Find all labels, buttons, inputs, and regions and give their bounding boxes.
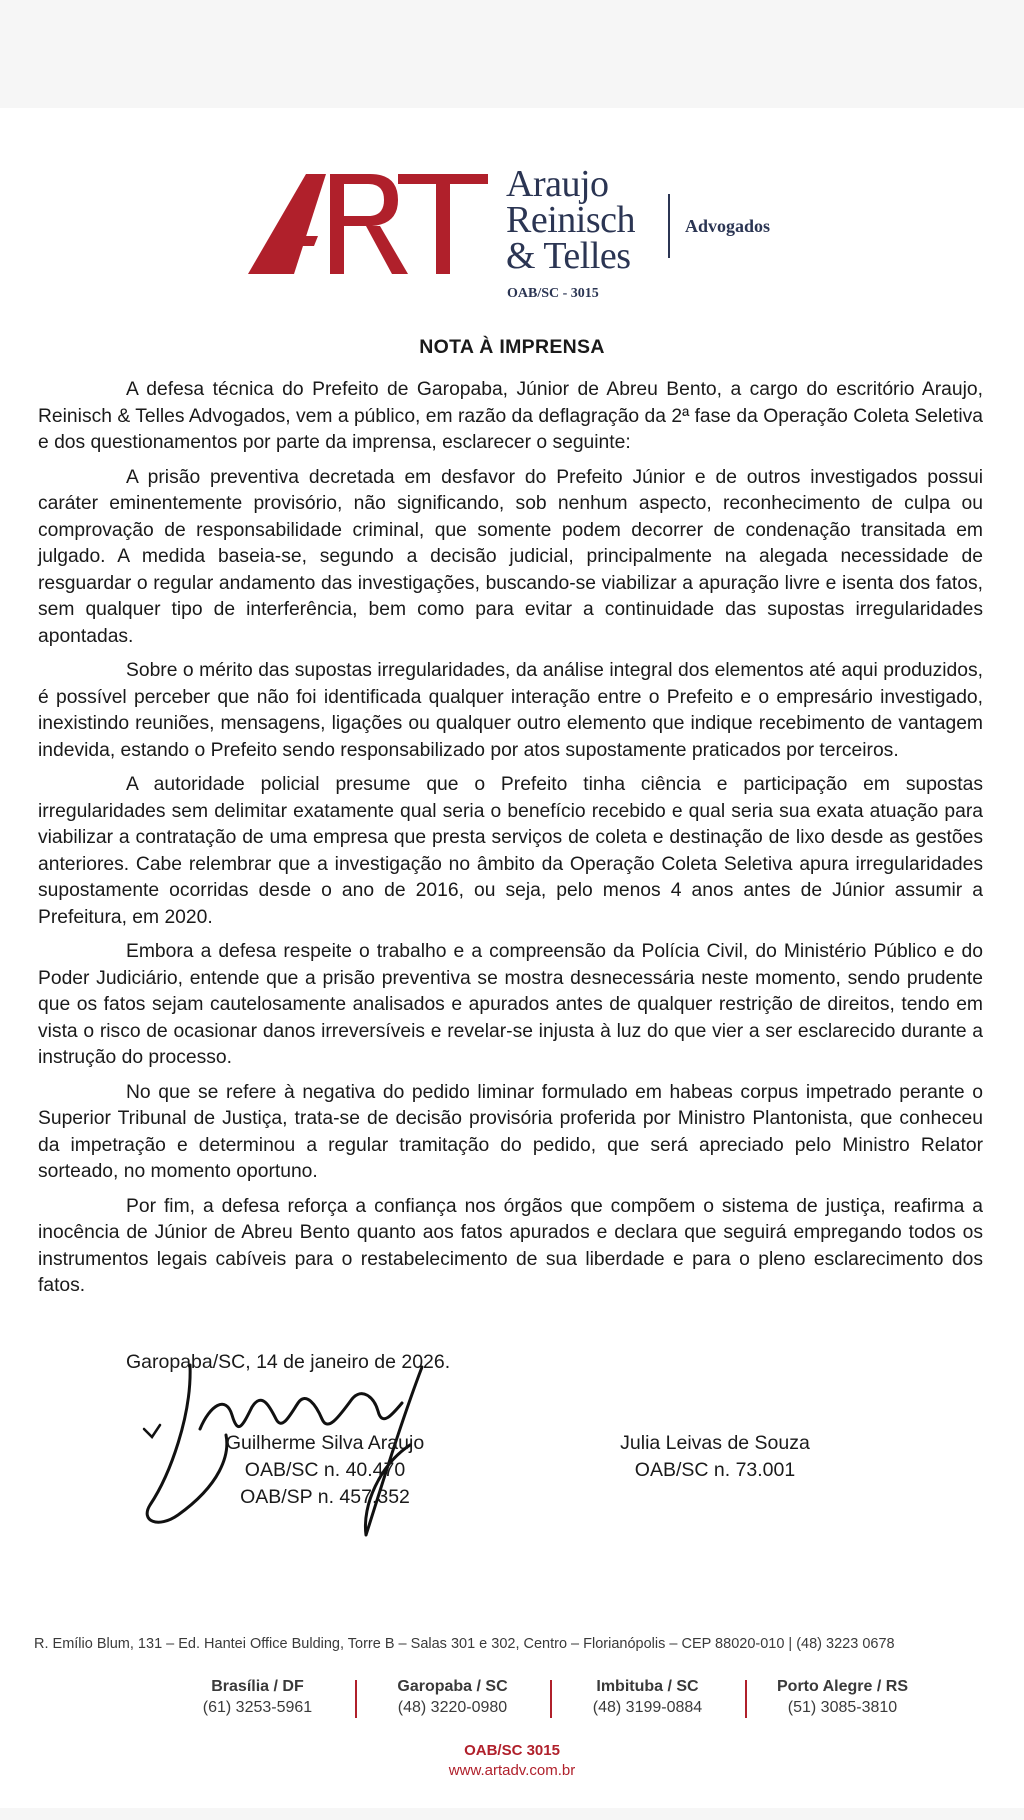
signatory-registration: OAB/SP n. 457.352 bbox=[240, 1486, 410, 1508]
footer-address: R. Emílio Blum, 131 – Ed. Hantei Office Bulding, Torre B – Salas 301 e 302, Centro – Florianópolis – CEP 88020-010 | (48) 3223 0678 bbox=[34, 1636, 895, 1652]
office-city: Porto Alegre / RS bbox=[777, 1678, 908, 1695]
signatory-right bbox=[590, 1430, 840, 1484]
paragraph: A prisão preventiva decretada em desfavor do Prefeito Júnior e de outros investigados possui caráter eminentemente provisório, não significando, sob nenhum aspecto, reconhecimento de culpa ou comprovação de responsabilidade criminal, que somente podem decorrer de condenação transitada em julgado. A medida baseia-se, segundo a decisão judicial, principalmente na alegada necessidade de resguardar o regular andamento das investigações, buscando-se viabilizar a apuração livre e isenta dos fatos, sem qualquer tipo de interferência, bem como para evitar a continuidade das supostas irregularidades apontadas. bbox=[38, 466, 983, 647]
office-phone: (48) 3220-0980 bbox=[397, 1699, 508, 1716]
letterhead-logo bbox=[248, 163, 808, 314]
paragraph: A autoridade policial presume que o Prefeito tinha ciência e participação em supostas irregularidades sem delimitar exatamente qual seria o benefício recebido e qual seria sua exata atuação para viabilizar a contratação de uma empresa que presta serviços de coleta e destinação de lixo desde as gestões anteriores. Cabe relembrar que a investigação no âmbito da Operação Coleta Seletiva apura irregularidades supostamente ocorridas desde o ano de 2016, ou seja, pelo menos 4 anos antes de Júnior assumir a Prefeitura, em 2020. bbox=[38, 774, 983, 928]
firm-oab: OAB/SC - 3015 bbox=[507, 286, 599, 301]
signatory-registration: OAB/SC n. 73.001 bbox=[634, 1459, 796, 1481]
paragraph: Sobre o mérito das supostas irregularidades, da análise integral dos elementos até aqui produzidos, é possível perceber que não foi identificada qualquer interação entre o Prefeito e o empresário investigado, inexistindo reuniões, mensagens, ligações ou qualquer outro elemento que indique recebimento de vantagem indevida, estando o Prefeito sendo responsabilizado por atos supostamente praticados por terceiros. bbox=[38, 660, 983, 761]
top-margin bbox=[0, 0, 1024, 108]
bottom-margin bbox=[0, 1808, 1024, 1820]
firm-name-line2: Reinisch bbox=[506, 199, 635, 241]
document-body bbox=[38, 377, 983, 1308]
office-imbituba bbox=[550, 1676, 745, 1724]
paragraph: A defesa técnica do Prefeito de Garopaba, Júnior de Abreu Bento, a cargo do escritório Araujo, Reinisch & Telles Advogados, vem a público, em razão da deflagração da 2ª fase da Operação Coleta Seletiva e dos questionamentos por parte da imprensa, esclarecer o seguinte: bbox=[38, 379, 983, 453]
signatory-name: Julia Leivas de Souza bbox=[620, 1432, 810, 1454]
office-porto-alegre bbox=[745, 1676, 940, 1724]
logo-divider bbox=[668, 194, 670, 258]
signatory-registration: OAB/SC n. 40.470 bbox=[244, 1459, 406, 1481]
office-phone: (48) 3199-0884 bbox=[592, 1699, 703, 1716]
footer-oab: OAB/SC 3015 bbox=[464, 1742, 560, 1759]
footer-offices bbox=[160, 1676, 940, 1724]
paragraph: Embora a defesa respeite o trabalho e a compreensão da Polícia Civil, do Ministério Público e do Poder Judiciário, entende que a prisão preventiva se mostra desnecessária neste momento, sendo prudente que os fatos sejam cautelosamente analisados e apurados antes de qualquer restrição de direitos, tendo em vista o risco de ocasionar danos irreversíveis e revelar-se injusta à luz do que vier a ser esclarecido durante a instrução do processo. bbox=[38, 941, 983, 1068]
office-city: Imbituba / SC bbox=[596, 1678, 699, 1695]
firm-name-line1: Araujo bbox=[506, 163, 609, 205]
paragraph: No que se refere à negativa do pedido liminar formulado em habeas corpus impetrado perante o Superior Tribunal de Justiça, trata-se de decisão provisória proferida por Ministro Plantonista, que conheceu da impetração e determinou a regular tramitação do pedido, que será apreciado pelo Ministro Relator sorteado, no momento oportuno. bbox=[38, 1081, 983, 1182]
place-and-date: Garopaba/SC, 14 de janeiro de 2026. bbox=[126, 1351, 451, 1373]
paragraph: Por fim, a defesa reforça a confiança nos órgãos que compõem o sistema de justiça, reafirma a inocência de Júnior de Abreu Bento quanto aos fatos apurados e declara que seguirá empregando todos os instrumentos legais cabíveis para o restabelecimento de sua liberdade e para o pleno esclarecimento dos fatos. bbox=[38, 1195, 983, 1296]
document-title: NOTA À IMPRENSA bbox=[419, 336, 605, 358]
office-garopaba bbox=[355, 1676, 550, 1724]
office-city: Brasília / DF bbox=[211, 1678, 304, 1695]
firm-name bbox=[506, 163, 635, 277]
footer-website-link[interactable]: www.artadv.com.br bbox=[448, 1762, 576, 1779]
office-city: Garopaba / SC bbox=[397, 1678, 508, 1695]
office-phone: (51) 3085-3810 bbox=[787, 1699, 898, 1716]
office-brasilia bbox=[160, 1676, 355, 1724]
signatory-left bbox=[190, 1430, 460, 1511]
signatory-name: Guilherme Silva Araujo bbox=[225, 1432, 425, 1454]
firm-subtitle: Advogados bbox=[685, 216, 771, 236]
firm-name-line3: & Telles bbox=[506, 235, 631, 277]
art-monogram-logo bbox=[248, 174, 488, 274]
office-phone: (61) 3253-5961 bbox=[202, 1699, 313, 1716]
